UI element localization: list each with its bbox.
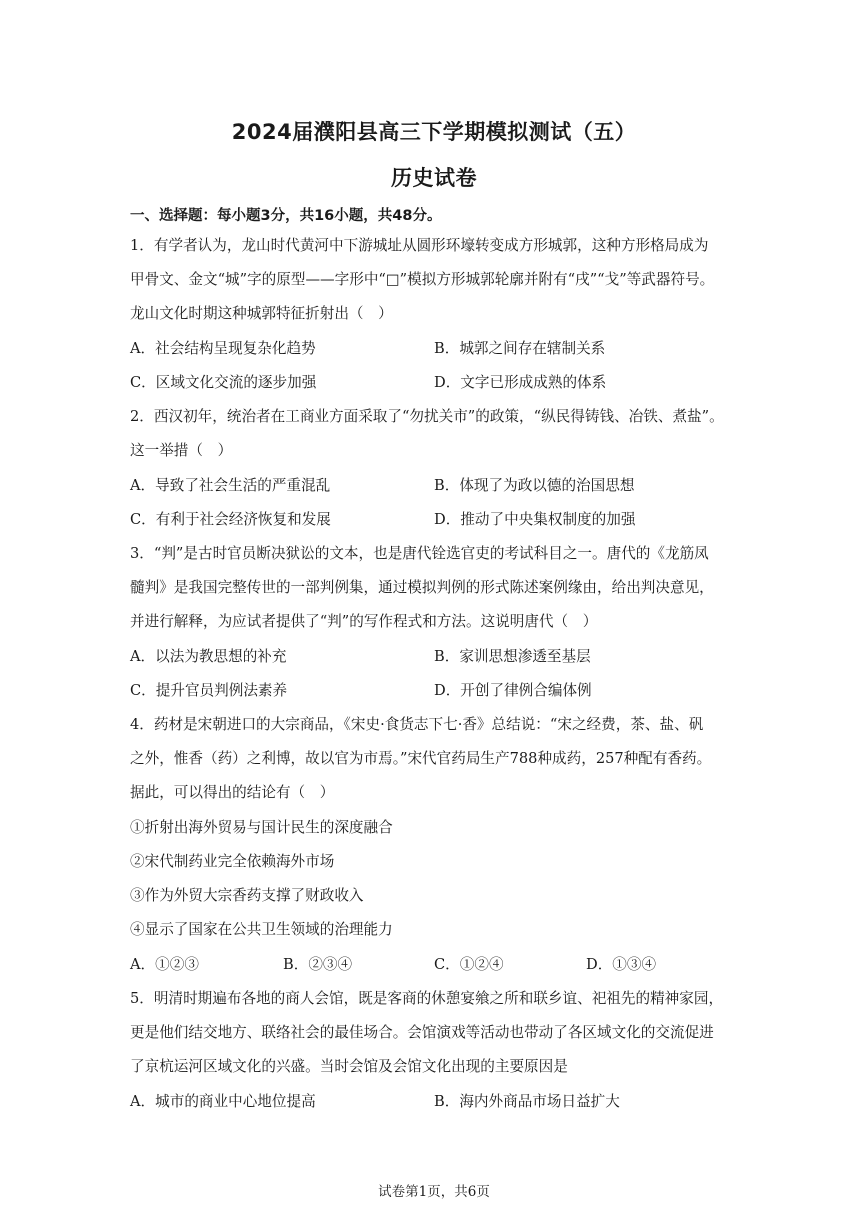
q2-option-c: C．有利于社会经济恢复和发展 xyxy=(130,511,331,528)
q4-option-c: C．①②④ xyxy=(434,956,504,973)
q3-option-b: B．家训思想渗透至基层 xyxy=(434,648,591,665)
q1-option-b: B．城郭之间存在辖制关系 xyxy=(434,340,606,357)
page-footer: 试卷第1页，共6页 xyxy=(378,1184,490,1200)
q2-option-d: D．推动了中央集权制度的加强 xyxy=(434,511,636,528)
q3-stem-line-3: 并进行解释，为应试者提供了“判”的写作程式和方法。这说明唐代（ ） xyxy=(130,613,598,630)
q2-option-a: A．导致了社会生活的严重混乱 xyxy=(130,477,331,494)
q4-item-1: ①折射出海外贸易与国计民生的深度融合 xyxy=(130,819,393,836)
q4-item-2: ②宋代制药业完全依赖海外市场 xyxy=(130,853,335,870)
q1-option-c: C．区域文化交流的逐步加强 xyxy=(130,374,317,391)
q4-stem-line-1: 4．药材是宋朝进口的大宗商品，《宋史·食货志下七·香》总结说：“宋之经费，茶、盐、矾 xyxy=(130,716,704,733)
q2-stem-line-1: 2．西汉初年，统治者在工商业方面采取了“勿扰关市”的政策，“纵民得铸钱、冶铁、煮盐”。 xyxy=(130,408,724,425)
q1-stem-line-1: 1．有学者认为，龙山时代黄河中下游城址从圆形环壕转变成方形城郭，这种方形格局成为 xyxy=(130,237,709,254)
exam-title: 2024届濮阳县高三下学期模拟测试（五） xyxy=(231,120,637,144)
q5-option-b: B．海内外商品市场日益扩大 xyxy=(434,1093,620,1110)
q5-stem-line-2: 更是他们结交地方、联络社会的最佳场合。会馆演戏等活动也带动了各区域文化的交流促进 xyxy=(130,1024,714,1041)
q3-option-c: C．提升官员判例法素养 xyxy=(130,682,288,699)
q4-option-a: A．①②③ xyxy=(130,956,199,973)
q1-option-d: D．文字已形成成熟的体系 xyxy=(434,374,607,391)
q4-option-d: D．①③④ xyxy=(586,956,657,973)
q5-stem-line-3: 了京杭运河区域文化的兴盛。当时会馆及会馆文化出现的主要原因是 xyxy=(130,1058,568,1075)
section-heading: 一、选择题：每小题3分，共16小题，共48分。 xyxy=(130,208,442,224)
q1-stem-line-2: 甲骨文、金文“城”字的原型——字形中“□”模拟方形城郭轮廓并附有“戌”“戈”等武器符号。 xyxy=(130,271,715,288)
q3-stem-line-2: 髓判》是我国完整传世的一部判例集，通过模拟判例的形式陈述案例缘由，给出判决意见， xyxy=(130,579,714,596)
q5-stem-line-1: 5．明清时期遍布各地的商人会馆，既是客商的休憩宴飨之所和联乡谊、祀祖先的精神家园， xyxy=(130,990,724,1007)
q2-option-b: B．体现了为政以德的治国思想 xyxy=(434,477,635,494)
q1-stem-line-3: 龙山文化时期这种城郭特征折射出（ ） xyxy=(130,305,393,322)
q4-item-3: ③作为外贸大宗香药支撑了财政收入 xyxy=(130,887,364,904)
exam-subtitle: 历史试卷 xyxy=(391,166,477,190)
q3-stem-line-1: 3．“判”是古时官员断决狱讼的文本，也是唐代铨选官吏的考试科目之一。唐代的《龙筋凤 xyxy=(130,545,709,562)
q5-option-a: A．城市的商业中心地位提高 xyxy=(130,1093,316,1110)
q4-item-4: ④显示了国家在公共卫生领域的治理能力 xyxy=(130,921,393,938)
q4-option-b: B．②③④ xyxy=(283,956,353,973)
q4-stem-line-2: 之外，惟香（药）之利博，故以官为市焉。”宋代官药局生产788种成药，257种配有香药。 xyxy=(130,750,712,767)
q3-option-a: A．以法为教思想的补充 xyxy=(130,648,287,665)
q2-stem-line-2: 这一举措（ ） xyxy=(130,442,233,459)
q1-option-a: A．社会结构呈现复杂化趋势 xyxy=(130,340,316,357)
q4-stem-line-3: 据此，可以得出的结论有（ ） xyxy=(130,784,335,801)
q3-option-d: D．开创了律例合编体例 xyxy=(434,682,592,699)
